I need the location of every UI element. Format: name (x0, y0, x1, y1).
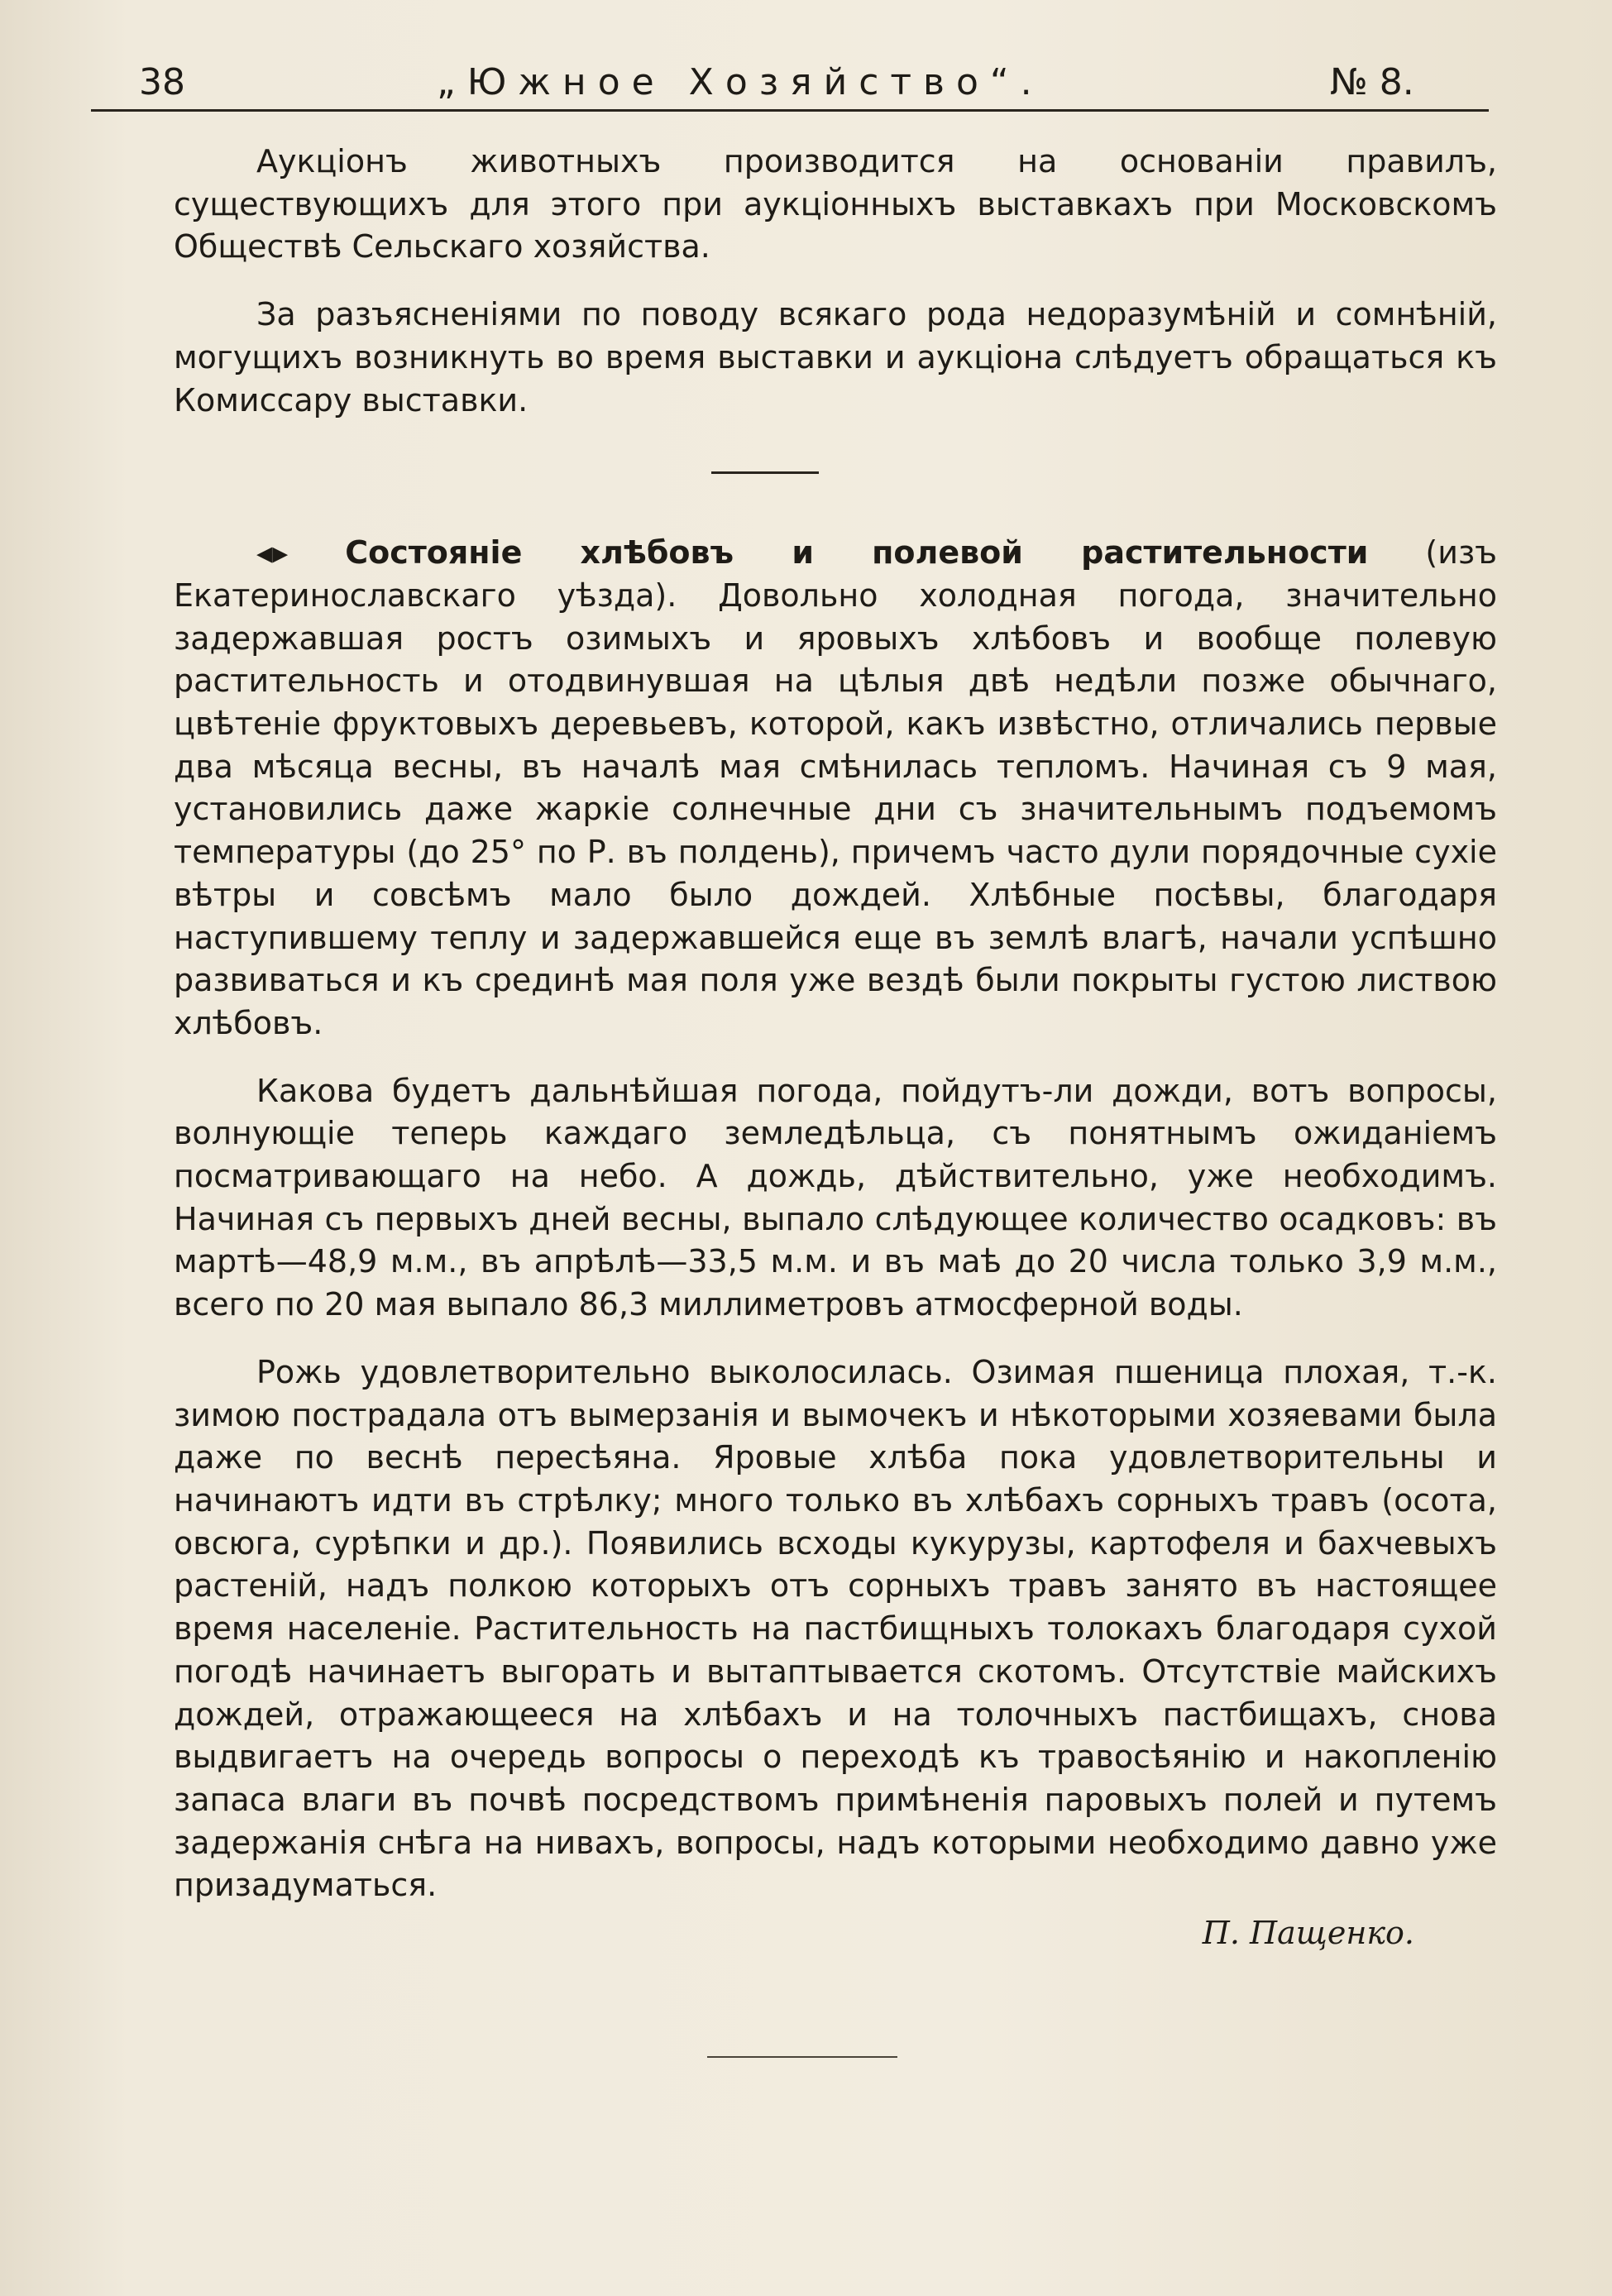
author-signature: П. Пащенко. (1202, 1915, 1414, 1952)
article-headline: Состояніе хлѣбовъ и полевой растительности (345, 534, 1369, 572)
bottom-divider (707, 2056, 897, 2058)
issue-number: № 8. (1330, 61, 1414, 103)
article-marker: ◂▸ (256, 534, 289, 572)
running-header (89, 58, 1495, 108)
article-intro: (изъ Екатеринославскаго уѣзда). Довольно холодная погода, значительно задержавшая ростъ озимыхъ и яровыхъ хлѣбовъ и вообще полевую растительность и отодвинувшая на цѣлыя двѣ недѣли позже обычнаго, цвѣтеніе фруктовыхъ деревьевъ, которой, какъ извѣстно, отличались первые два мѣсяца весны, въ началѣ мая смѣнилась тепломъ. Начиная съ 9 мая, установились даже жаркіе солнечные дни съ значительнымъ подъемомъ температуры (до 25° по Р. въ полдень), причемъ часто дули порядочные сухіе вѣтры и совсѣмъ мало было дождей. Хлѣбные посѣвы, благодаря наступившему теплу и задержавшейся еще въ землѣ влагѣ, начали успѣшно развиваться и къ срединѣ мая поля уже вездѣ были покрыты густою листвою хлѣбовъ. (174, 534, 1498, 1041)
paragraph-auction: Аукціонъ животныхъ производится на основаніи правилъ, существующихъ для этого при аукціонныхъ выставкахъ при Московскомъ Обществѣ Сельскаго хозяйства. (174, 143, 1497, 265)
section-divider (711, 471, 819, 474)
paragraph-clarifications: За разъясненіями по поводу всякаго рода недоразумѣній и сомнѣній, могущихъ возникнуть во время выставки и аукціона слѣдуетъ обращаться къ Комиссару выставки. (174, 296, 1497, 419)
article-paragraph-3: Рожь удовлетворительно выколосилась. Озимая пшеница плохая, т.-к. зимою пострадала отъ вымерзанія и вымочекъ и нѣкоторыми хозяевами была даже по веснѣ пересѣяна. Яровые хлѣба пока удовлетворительны и начинаютъ идти въ стрѣлку; много только въ хлѣбахъ сорныхъ травъ (осота, овсюга, сурѣпки и др.). Появились всходы кукурузы, картофеля и бахчевыхъ растеній, надъ полкою которыхъ отъ сорныхъ травъ занято въ настоящее время населеніе. Растительность на пастбищныхъ толокахъ благодаря сухой погодѣ начинаетъ выгорать и вытаптывается скотомъ. Отсутствіе майскихъ дождей, отражающееся на хлѣбахъ и на толочныхъ пастбищахъ, снова выдвигаетъ на очередь вопросы о переходѣ къ травосѣянію и накопленію запаса влаги въ почвѣ посредствомъ примѣненія паровыхъ полей и путемъ задержанія снѣга на нивахъ, вопросы, надъ которыми необходимо давно уже призадуматься. (174, 1353, 1497, 1904)
header-rule (91, 109, 1489, 112)
page-number: 38 (139, 61, 185, 103)
journal-title: „Южное Хозяйство“. (437, 61, 1044, 103)
article-paragraph-1 (174, 532, 1497, 1045)
text-column (174, 141, 1497, 1955)
article-paragraph-2: Какова будетъ дальнѣйшая погода, пойдутъ-ли дожди, вотъ вопросы, волнующіе теперь каждаго земледѣльца, съ понятнымъ ожиданіемъ посматривающаго на небо. А дождь, дѣйствительно, уже необходимъ. Начиная съ первыхъ дней весны, выпало слѣдующее количество осадковъ: въ мартѣ—48,9 м.м., въ апрѣлѣ—33,5 м.м. и въ маѣ до 20 числа только 3,9 м.м., всего по 20 мая выпало 86,3 миллиметровъ атмосферной воды. (174, 1072, 1497, 1323)
